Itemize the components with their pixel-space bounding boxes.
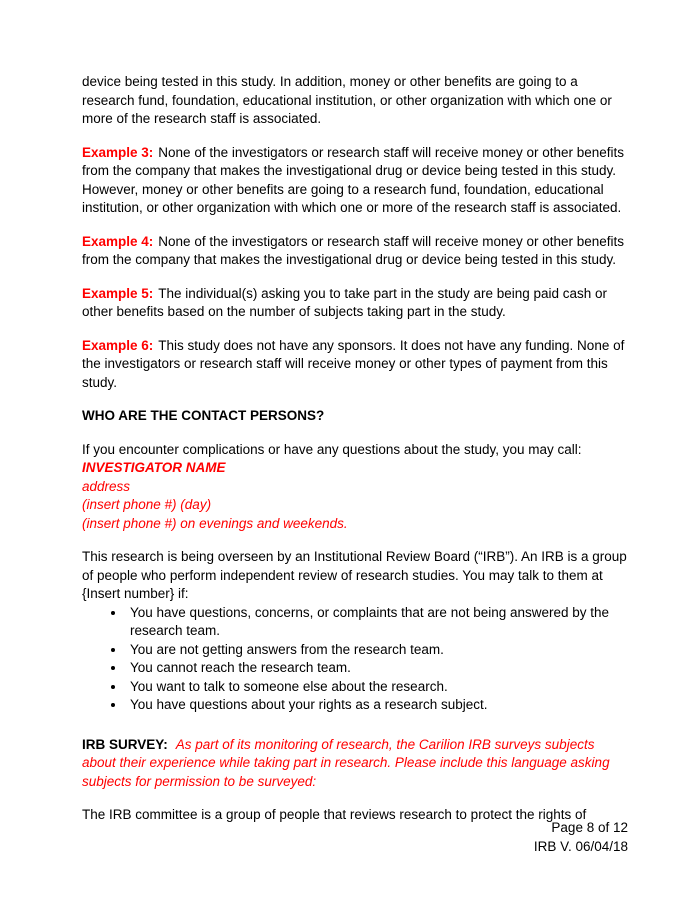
page-number-label: Page 8 of 12 — [551, 820, 628, 835]
example-6-paragraph — [82, 337, 628, 393]
investigator-phone-evening-placeholder: (insert phone #) on evenings and weekends. — [82, 515, 348, 531]
example-5-paragraph — [82, 285, 628, 322]
irb-oversight-paragraph — [82, 548, 628, 604]
example-5-label: Example 5: — [82, 285, 154, 301]
example-6-label: Example 6: — [82, 337, 154, 353]
irb-survey-paragraph — [82, 736, 628, 792]
example-4-text: None of the investigators or research staff will receive money or other benefits from the company that makes the investigational drug or device being tested in this study. — [82, 233, 625, 267]
irb-contact-reasons-list — [82, 604, 628, 715]
list-item: • You have questions about your rights as a research subject. — [126, 696, 628, 715]
contact-persons-heading: WHO ARE THE CONTACT PERSONS? — [82, 408, 325, 423]
example-5-text: The individual(s) asking you to take part in the study are being paid cash or other benefits based on the number of subjects taking part in the study. — [82, 285, 608, 319]
example-3-paragraph — [82, 144, 628, 218]
intro-paragraph-text: device being tested in this study. In addition, money or other benefits are going to a research fund, foundation, educational institution, or other organization with which one or more of the research staff is associated. — [82, 74, 612, 126]
example-4-paragraph — [82, 233, 628, 270]
irb-oversight-text: This research is being overseen by an Institutional Review Board (“IRB”). An IRB is a group of people who perform independent review of research studies. You may talk to them at {Insert number} if: — [82, 549, 627, 601]
investigator-name-placeholder: INVESTIGATOR NAME — [82, 460, 226, 475]
contact-intro-line: If you encounter complications or have any questions about the study, you may call: — [82, 441, 582, 457]
investigator-phone-day-placeholder: (insert phone #) (day) — [82, 497, 212, 512]
example-6-text: This study does not have any sponsors. It does not have any funding. None of the investigators or research staff will receive money or other types of payment from this study. — [82, 337, 625, 390]
example-3-text: None of the investigators or research staff will receive money or other benefits from the company that makes the investigational drug or device being tested in this study. However, money or other benefits are going to a research fund, foundation, educational institution, or other organization with which one or more of the research staff is associated. — [82, 144, 625, 215]
investigator-address-placeholder: address — [82, 478, 131, 494]
intro-paragraph — [82, 73, 628, 129]
list-item: • You have questions, concerns, or complaints that are not being answered by the research team. — [126, 604, 628, 641]
list-item: • You cannot reach the research team. — [126, 659, 628, 678]
closing-paragraph-text: The IRB committee is a group of people that reviews research to protect the rights of — [82, 807, 587, 822]
irb-survey-label: IRB SURVEY: — [82, 736, 168, 752]
example-4-label: Example 4: — [82, 233, 154, 249]
list-item: • You want to talk to someone else about the research. — [126, 678, 628, 697]
list-item: • You are not getting answers from the research team. — [126, 641, 628, 660]
version-label: IRB V. 06/04/18 — [533, 838, 628, 854]
contact-block — [82, 441, 628, 534]
irb-survey-instruction-text: As part of its monitoring of research, the Carilion IRB surveys subjects about their experience while taking part in research. Please include this language asking subjects for permission to be surveyed: — [82, 736, 610, 789]
example-3-label: Example 3: — [82, 144, 154, 160]
page-footer — [534, 819, 628, 856]
